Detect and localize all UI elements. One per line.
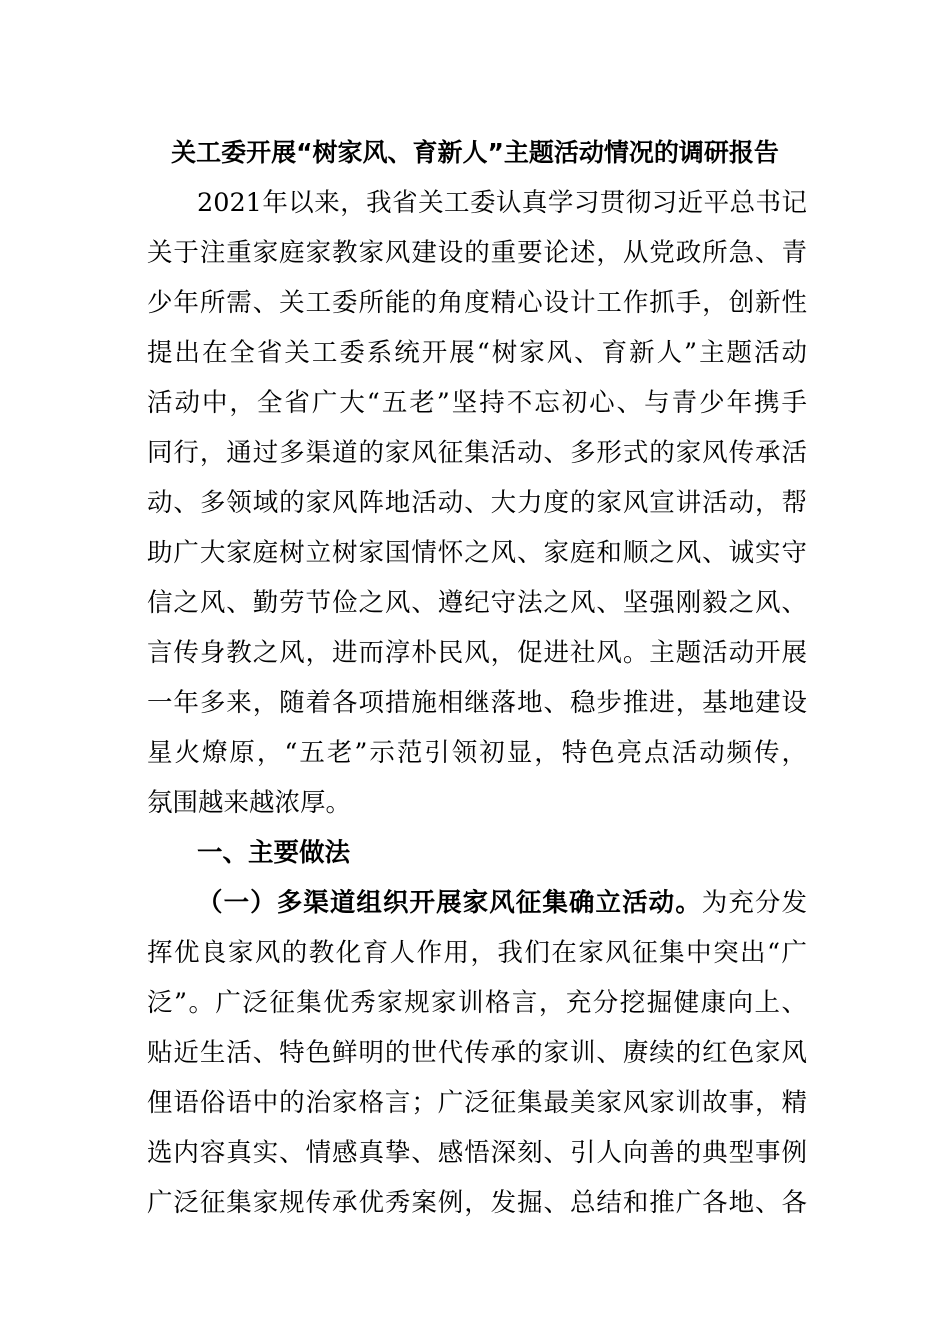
paragraph-line: 俚语俗语中的治家格言；广泛征集最美家风家训故事，精 (147, 1088, 807, 1118)
paragraph-line: 贴近生活、特色鲜明的世代传承的家训、赓续的红色家风 (147, 1038, 807, 1068)
paragraph-line: 助广大家庭树立树家国情怀之风、家庭和顺之风、诚实守 (147, 538, 807, 568)
paragraph-line: 星火燎原，“五老”示范引领初显，特色亮点活动频传， (147, 738, 807, 768)
paragraph-line: 信之风、勤劳节俭之风、遵纪守法之风、坚强刚毅之风、 (147, 588, 807, 618)
subsection-first-line (197, 883, 807, 923)
paragraph-line: 一年多来，随着各项措施相继落地、稳步推进，基地建设 (147, 688, 807, 718)
paragraph-line: 提出在全省关工委系统开展“树家风、育新人”主题活动 (147, 338, 807, 368)
subsection-heading: （一）多渠道组织开展家风征集确立活动。 (197, 888, 702, 918)
paragraph-line: 活动中，全省广大“五老”坚持不忘初心、与青少年携手 (147, 388, 807, 418)
document-title: 关工委开展“树家风、育新人”主题活动情况的调研报告 (171, 138, 779, 167)
paragraph-line: 同行，通过多渠道的家风征集活动、多形式的家风传承活 (147, 438, 807, 468)
paragraph-line: 挥优良家风的教化育人作用，我们在家风征集中突出“广 (147, 938, 807, 968)
section-heading: 一、主要做法 (197, 838, 351, 868)
subsection-first-line-text: 为充分发 (701, 888, 807, 918)
paragraph-line: 氛围越来越浓厚。 (147, 788, 352, 818)
paragraph-line: 关于注重家庭家教家风建设的重要论述，从党政所急、青 (147, 238, 807, 268)
paragraph-line: 广泛征集家规传承优秀案例，发掘、总结和推广各地、各 (147, 1188, 807, 1218)
paragraph-line: 2021年以来，我省关工委认真学习贯彻习近平总书记 (197, 188, 807, 218)
paragraph-line: 动、多领域的家风阵地活动、大力度的家风宣讲活动，帮 (147, 488, 807, 518)
paragraph-line: 少年所需、关工委所能的角度精心设计工作抓手，创新性 (147, 288, 807, 318)
paragraph-line: 选内容真实、情感真挚、感悟深刻、引人向善的典型事例 (147, 1138, 807, 1168)
paragraph-line: 言传身教之风，进而淳朴民风，促进社风。主题活动开展 (147, 638, 807, 668)
paragraph-line: 泛”。广泛征集优秀家规家训格言，充分挖掘健康向上、 (147, 988, 807, 1018)
